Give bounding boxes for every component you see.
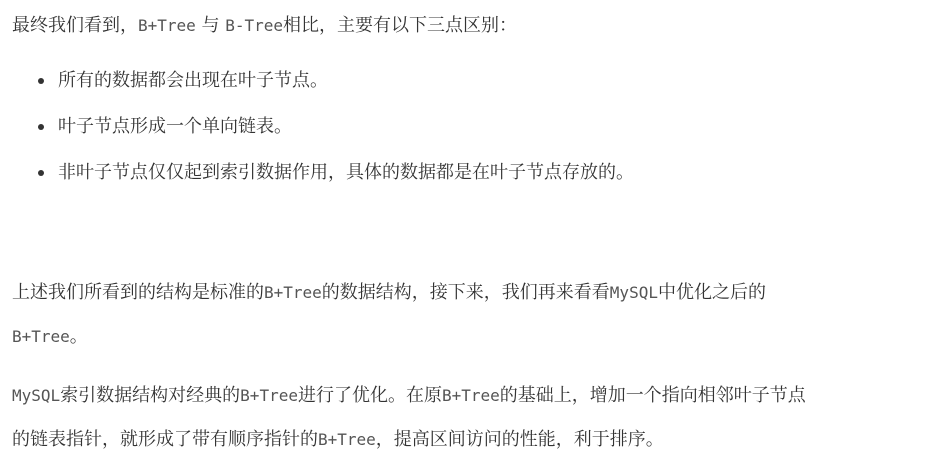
- optimization-paragraph-line-1: [12, 381, 806, 411]
- optimization-paragraph-line-2: [12, 425, 664, 455]
- list-item-text: 非叶子节点仅仅起到索引数据作用，具体的数据都是在叶子节点存放的。: [58, 162, 634, 183]
- intro-prefix: 最终我们看到，: [12, 15, 138, 36]
- differences-list: [34, 66, 634, 204]
- list-item-text: 叶子节点形成一个单向链表。: [58, 116, 292, 137]
- para2-text-3: 中优化之后的: [657, 282, 766, 303]
- structure-paragraph-line-2: [12, 322, 88, 352]
- para3-text-5: ，提高区间访问的性能，利于排序。: [375, 429, 664, 450]
- inline-code-bplustree: B+Tree: [138, 16, 196, 35]
- intro-paragraph: [12, 11, 517, 41]
- bullet-icon: [38, 124, 44, 130]
- list-item: [34, 158, 634, 204]
- inline-code-bplustree: B+Tree: [12, 327, 70, 346]
- inline-code-mysql: MySQL: [609, 283, 658, 302]
- inline-code-bplustree: B+Tree: [318, 430, 376, 449]
- para2-text-1: 上述我们所看到的结构是标准的: [12, 282, 264, 303]
- inline-code-mysql: MySQL: [12, 386, 61, 405]
- para3-text-2: 进行了优化。在原: [297, 385, 442, 406]
- intro-suffix: 相比，主要有以下三点区别：: [283, 15, 518, 36]
- para2-text-4: 。: [69, 326, 88, 347]
- inline-code-bplustree: B+Tree: [264, 283, 322, 302]
- structure-paragraph-line-1: [12, 278, 766, 308]
- para3-text-4: 的链表指针，就形成了带有顺序指针的: [12, 429, 318, 450]
- list-item-text: 所有的数据都会出现在叶子节点。: [58, 70, 328, 91]
- bullet-icon: [38, 170, 44, 176]
- bullet-icon: [38, 78, 44, 84]
- para3-text-3: 的基础上，增加一个指向相邻叶子节点: [499, 385, 806, 406]
- inline-code-btree: B-Tree: [225, 16, 284, 35]
- intro-mid: 与: [195, 15, 226, 36]
- inline-code-bplustree: B+Tree: [441, 386, 500, 405]
- para2-text-2: 的数据结构，接下来，我们再来看看: [321, 282, 610, 303]
- list-item: [34, 66, 634, 112]
- inline-code-bplustree: B+Tree: [240, 386, 298, 405]
- para3-text-1: 索引数据结构对经典的: [60, 385, 241, 406]
- list-item: [34, 112, 634, 158]
